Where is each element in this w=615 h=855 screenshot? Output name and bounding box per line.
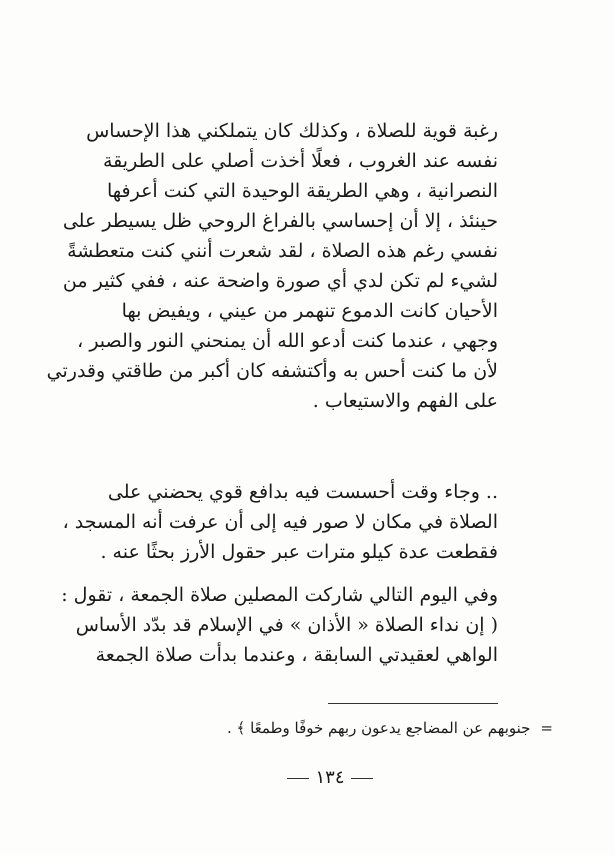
text-line: .. وجاء وقت أحسست فيه بدافع قوي يحضني على <box>107 481 498 503</box>
text-line: الصلاة في مكان لا صور فيه إلى أن عرفت أنه المسجد ، <box>62 511 498 533</box>
paragraph-1 <box>46 116 498 416</box>
paragraph-2 <box>62 477 498 567</box>
dash-right <box>287 778 309 779</box>
text-line: على الفهم والاستيعاب . <box>312 390 498 412</box>
text-line: فقطعت عدة كيلو مترات عبر حقول الأرز بحثًا عنه . <box>100 541 498 563</box>
text-line: نفسي رغم هذه الصلاة ، لقد شعرت أنني كنت متعطشةً <box>67 240 498 262</box>
text-line: وجهي ، عندما كنت أدعو الله أن يمنحني النور والصبر ، <box>77 330 498 352</box>
text-line: النصرانية ، وهي الطريقة الوحيدة التي كنت أعرفها <box>106 180 498 202</box>
text-line: ( إن نداء الصلاة « الأذان » في الإسلام قد بدّد الأساس <box>75 614 498 636</box>
footnote-continuation-mark: = <box>540 719 553 737</box>
page-number <box>280 766 380 790</box>
footnote <box>133 716 553 740</box>
text-line: حينئذ ، إلا أن إحساسي بالفراغ الروحي ظل يسيطر على <box>62 210 498 232</box>
text-line: الواهي لعقيدتي السابقة ، وعندما بدأت صلاة الجمعة <box>95 644 498 666</box>
dash-left <box>351 778 373 779</box>
footnote-divider <box>328 703 498 704</box>
text-line: لأن ما كنت أحس به وأكتشفه كان أكبر من طاقتي وقدرتي <box>46 360 498 382</box>
paragraph-3 <box>61 580 498 670</box>
text-line: وفي اليوم التالي شاركت المصلين صلاة الجمعة ، تقول : <box>61 584 498 606</box>
text-line: لشيء لم تكن لدي أي صورة واضحة عنه ، ففي كثير من <box>62 270 498 292</box>
page-number-value: ١٣٤ <box>315 767 345 788</box>
text-line: نفسه عند الغروب ، فعلًا أخذت أصلي على الطريقة <box>102 150 498 172</box>
footnote-text: جنوبهم عن المضاجع يدعون ربهم خوفًا وطمعًا ﴾ . <box>226 719 531 737</box>
text-line: الأحيان كانت الدموع تنهمر من عيني ، ويفيض بها <box>121 300 498 322</box>
text-line: رغبة قوية للصلاة ، وكذلك كان يتملكني هذا الإحساس <box>86 120 498 142</box>
